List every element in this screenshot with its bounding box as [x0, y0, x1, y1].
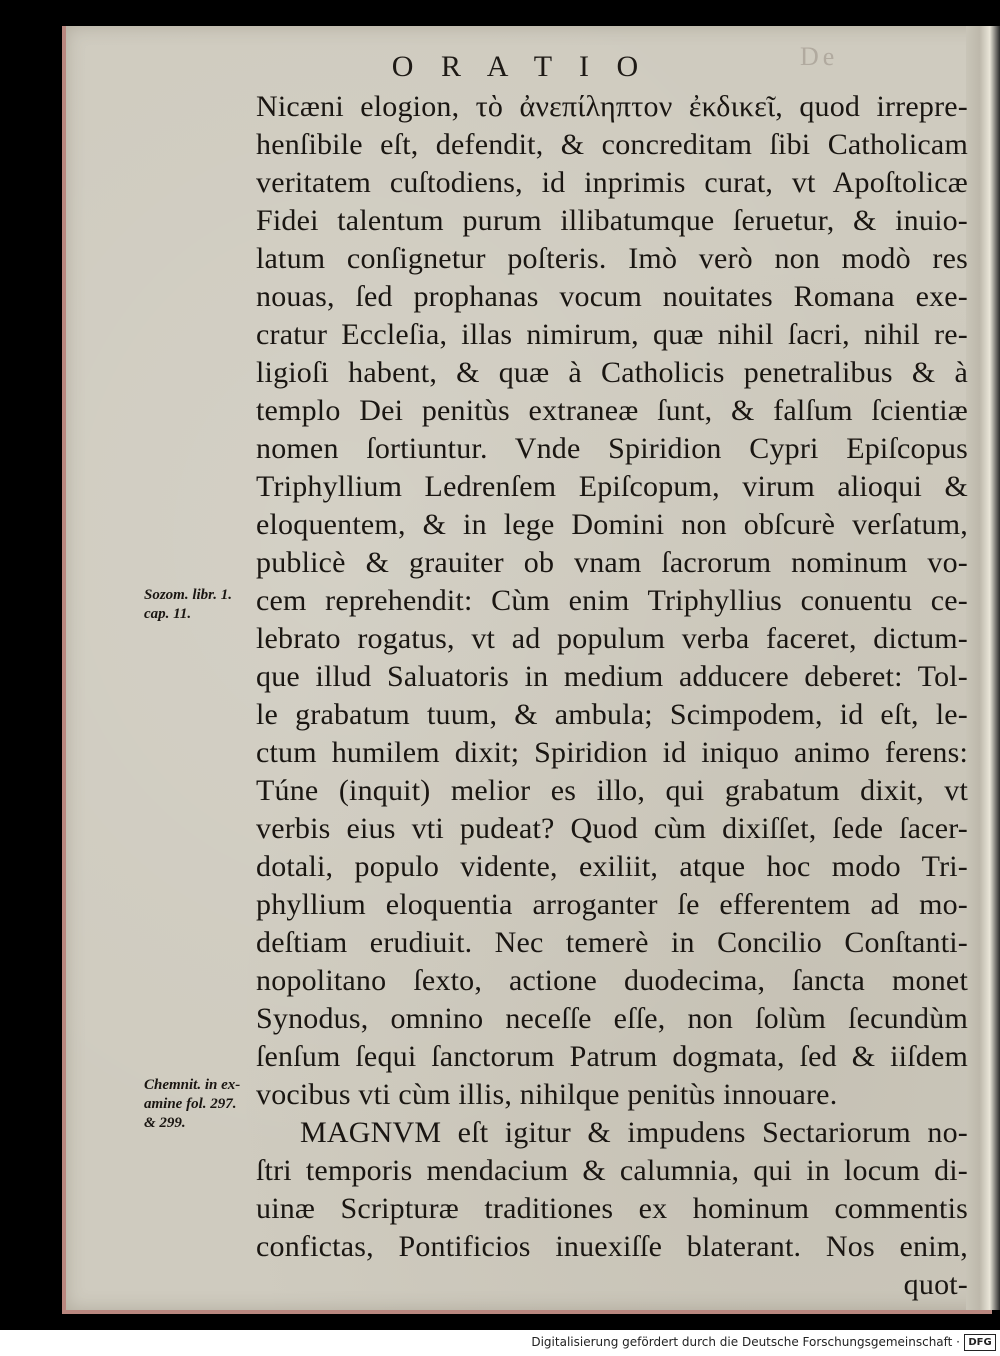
text-line: ſtri temporis mendacium & calumnia, qui in locum di- — [256, 1154, 968, 1187]
margin-note-line: & 299. — [144, 1115, 186, 1131]
footer-bar — [0, 1330, 1000, 1356]
text-line: ctum humilem dixit; Spiridion id iniquo animo ferens: — [256, 736, 968, 769]
text-line: confictas, Pontificios inuexiſſe blaterant. Nos enim, — [256, 1230, 968, 1263]
text-line: Túne (inquit) melior es illo, qui grabatum dixit, vt — [256, 774, 968, 807]
text-line: cem reprehendit: Cùm enim Triphyllius conuentu ce- — [256, 584, 968, 617]
margin-note-line: cap. 11. — [144, 606, 192, 622]
text-line: nopolitano ſexto, actione duodecima, ſancta monet — [256, 964, 968, 997]
text-line: uinæ Scripturæ traditiones ex hominum commentis — [256, 1192, 968, 1225]
text-line: nomen ſortiuntur. Vnde Spiridion Cypri Epiſcopus — [256, 432, 968, 465]
text-line: eloquentem, & in lege Domini non obſcurè verſatum, — [256, 508, 968, 541]
text-line: lebrato rogatus, vt ad populum verba faceret, dictum- — [256, 622, 968, 655]
text-line: ſenſum ſequi ſanctorum Patrum dogmata, ſed & iiſdem — [256, 1040, 968, 1073]
text-line: cratur Eccleſia, illas nimirum, quæ nihil ſacri, nihil re- — [256, 318, 968, 351]
text-line: MAGNVM eſt igitur & impudens Sectariorum no- — [300, 1116, 968, 1149]
margin-note — [144, 1076, 284, 1133]
text-line: deſtiam erudiuit. Nec temerè in Concilio Conſtanti- — [256, 926, 968, 959]
margin-note-line: amine fol. 297. — [144, 1096, 237, 1112]
text-line: ligioſi habent, & quæ à Catholicis penetralibus & à — [256, 356, 968, 389]
dfg-logo: DFG — [964, 1334, 996, 1351]
text-line: phyllium eloquentia arroganter ſe efferentem ad mo- — [256, 888, 968, 921]
text-line: publicè & grauiter ob vnam ſacrorum nominum vo- — [256, 546, 968, 579]
text-line: latum conſignetur poſteris. Imò verò non modò res — [256, 242, 968, 275]
text-line: henſibile eſt, defendit, & concreditam ſibi Catholicam — [256, 128, 968, 161]
text-line: Synodus, omnino neceſſe eſſe, non ſolùm ſecundùm — [256, 1002, 968, 1035]
running-header: O R A T I O — [391, 50, 649, 83]
text-line: nouas, ſed prophanas vocum nouitates Romana exe- — [256, 280, 968, 313]
margin-note-line: Chemnit. in ex- — [144, 1077, 241, 1093]
text-line: verbis eius vti pudeat? Quod cùm dixiſſet, ſede ſacer- — [256, 812, 968, 845]
text-line: Triphyllium Ledrenſem Epiſcopum, virum alioqui & — [256, 470, 968, 503]
catchword: quot- — [903, 1268, 968, 1301]
text-line: templo Dei penitùs extraneæ ſunt, & falſum ſcientiæ — [256, 394, 968, 427]
page-edge — [966, 26, 1000, 1310]
margin-note-line: Sozom. libr. 1. — [144, 587, 232, 603]
margin-note — [144, 586, 284, 624]
text-line: Fidei talentum purum illibatumque ſeruetur, & inuio- — [256, 204, 968, 237]
text-line: dotali, populo vidente, exiliit, atque hoc modo Tri- — [256, 850, 968, 883]
text-line: le grabatum tuum, & ambula; Scimpodem, id eſt, le- — [256, 698, 968, 731]
text-line: que illud Saluatoris in medium adducere deberet: Tol- — [256, 660, 968, 693]
text-line: veritatem cuſtodiens, id inprimis curat, vt Apoſtolicæ — [256, 166, 968, 199]
text-line: Nicæni elogion, τὸ ἀνεπίληπτον ἐκδικεῖ, quod irrepre- — [256, 90, 968, 123]
funding-credit: Digitalisierung gefördert durch die Deutsche Forschungsgemeinschaft · — [531, 1335, 960, 1349]
bleed-through-text: De — [800, 42, 839, 71]
text-line: vocibus vti cùm illis, nihilque penitùs innouare. — [256, 1078, 838, 1111]
